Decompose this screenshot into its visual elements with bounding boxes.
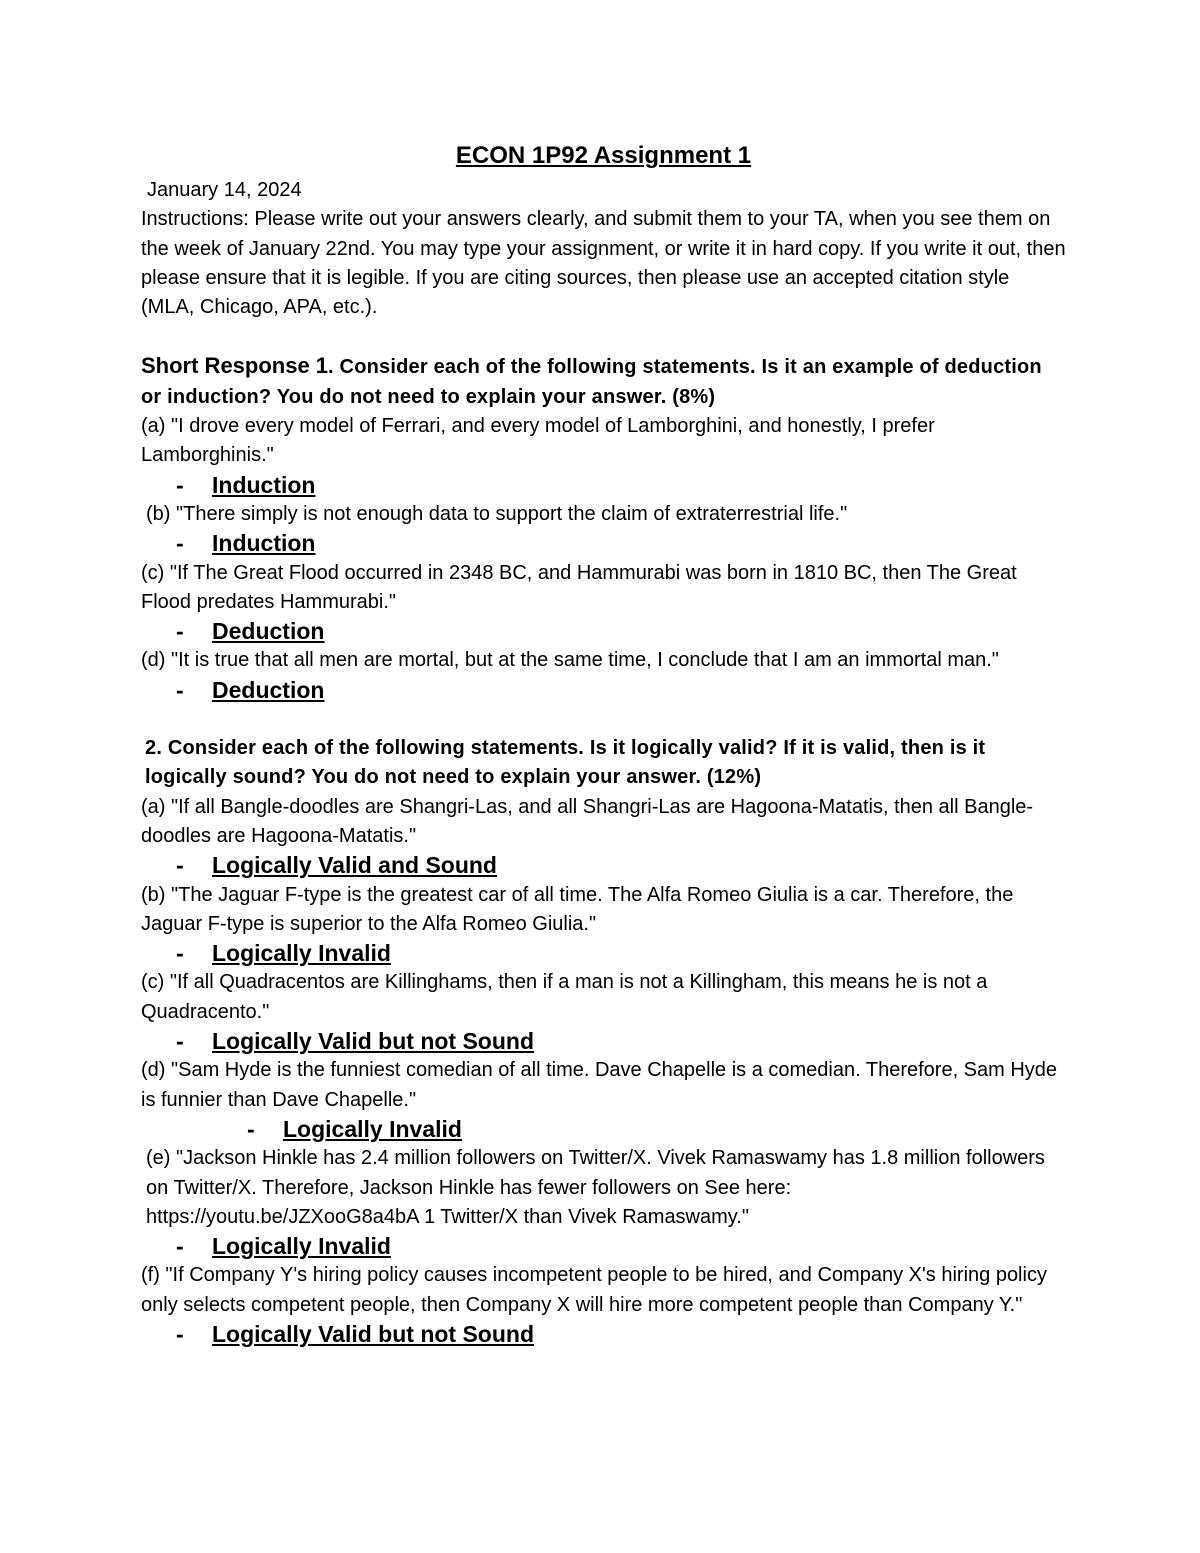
spacer — [141, 322, 1066, 351]
section2-answer-c — [176, 1027, 1066, 1056]
section1-answer-b — [176, 529, 1066, 558]
section2-question-b: (b) "The Jaguar F-type is the greatest car of all time. The Alfa Romeo Giulia is a car. Therefore, the Jaguar F-type is superior to the Alfa Romeo Giulia." — [141, 883, 1014, 935]
document-date: January 14, 2024 — [147, 179, 302, 201]
answer-text: Logically Valid and Sound — [212, 852, 497, 879]
bullet-dash: - — [247, 1115, 255, 1142]
section2-answer-f — [176, 1320, 1066, 1349]
section1-lead: Short Response 1 — [141, 353, 329, 379]
section1-prompt: . Consider each of the following statements. Is it an example of deduction or induction? You do not need to explain your answer. (8%) — [141, 356, 1042, 408]
answer-text: Logically Invalid — [212, 940, 391, 967]
section1-answer-d — [176, 676, 1066, 705]
answer-text: Induction — [212, 530, 316, 557]
section1-answer-c — [176, 617, 1066, 646]
answer-text: Deduction — [212, 618, 325, 645]
answer-text: Induction — [212, 471, 316, 498]
instructions-paragraph: Instructions: Please write out your answers clearly, and submit them to your TA, when you see them on the week of January 22nd. You may type your assignment, or write it in hard copy. If you write it out, then please ensure that it is legible. If you are citing sources, then please use an accepted citation style (MLA, Chicago, APA, etc.). — [141, 208, 1066, 319]
bullet-dash: - — [176, 1028, 184, 1055]
bullet-dash: - — [176, 940, 184, 967]
bullet-dash: - — [176, 471, 184, 498]
section2-answer-a — [176, 851, 1066, 880]
section2-answer-b — [176, 939, 1066, 968]
section1-question-b: (b) "There simply is not enough data to support the claim of extraterrestrial life." — [146, 502, 848, 525]
bullet-dash: - — [176, 618, 184, 645]
spacer — [141, 705, 1066, 734]
bullet-dash: - — [176, 852, 184, 879]
document-body — [141, 140, 1066, 1349]
answer-text: Deduction — [212, 676, 325, 703]
section2-answer-e — [176, 1232, 1066, 1261]
section2-prompt: 2. Consider each of the following statements. Is it logically valid? If it is valid, then is it logically sound? You do not need to explain your answer. (12%) — [145, 737, 986, 789]
section2-question-f: (f) "If Company Y's hiring policy causes incompetent people to be hired, and Company X's hiring policy only selects competent people, then Company X will hire more competent people than Company Y." — [141, 1264, 1047, 1316]
bullet-dash: - — [176, 1233, 184, 1260]
answer-text: Logically Invalid — [212, 1233, 391, 1260]
section1-question-c: (c) "If The Great Flood occurred in 2348 BC, and Hammurabi was born in 1810 BC, then The Great Flood predates Hammurabi." — [141, 561, 1017, 613]
document-title: ECON 1P92 Assignment 1 — [455, 142, 752, 169]
section2-question-d: (d) "Sam Hyde is the funniest comedian of all time. Dave Chapelle is a comedian. Therefore, Sam Hyde is funnier than Dave Chapelle." — [141, 1059, 1058, 1111]
section2-question-e: (e) "Jackson Hinkle has 2.4 million followers on Twitter/X. Vivek Ramaswamy has 1.8 million followers on Twitter/X. Therefore, Jackson Hinkle has fewer followers on See here: https://youtu.be/JZXooG8a4bA 1 Twitter/X than Vivek Ramaswamy." — [146, 1147, 1045, 1228]
section2-question-c: (c) "If all Quadracentos are Killinghams, then if a man is not a Killingham, this means he is not a Quadracento." — [141, 971, 988, 1023]
answer-text: Logically Valid but not Sound — [212, 1028, 534, 1055]
bullet-dash: - — [176, 1320, 184, 1347]
section1-question-d: (d) "It is true that all men are mortal, but at the same time, I conclude that I am an immortal man." — [141, 649, 999, 672]
answer-text: Logically Valid but not Sound — [212, 1320, 534, 1347]
section1-answer-a — [176, 471, 1066, 500]
section2-answer-d — [247, 1115, 1066, 1144]
section1-question-a: (a) "I drove every model of Ferrari, and every model of Lamborghini, and honestly, I prefer Lamborghinis." — [141, 415, 935, 467]
bullet-dash: - — [176, 530, 184, 557]
section2-question-a: (a) "If all Bangle-doodles are Shangri-Las, and all Shangri-Las are Hagoona-Matatis, then all Bangle-doodles are Hagoona-Matatis." — [141, 795, 1034, 847]
answer-text: Logically Invalid — [283, 1115, 462, 1142]
bullet-dash: - — [176, 676, 184, 703]
section1-heading — [141, 351, 1066, 412]
